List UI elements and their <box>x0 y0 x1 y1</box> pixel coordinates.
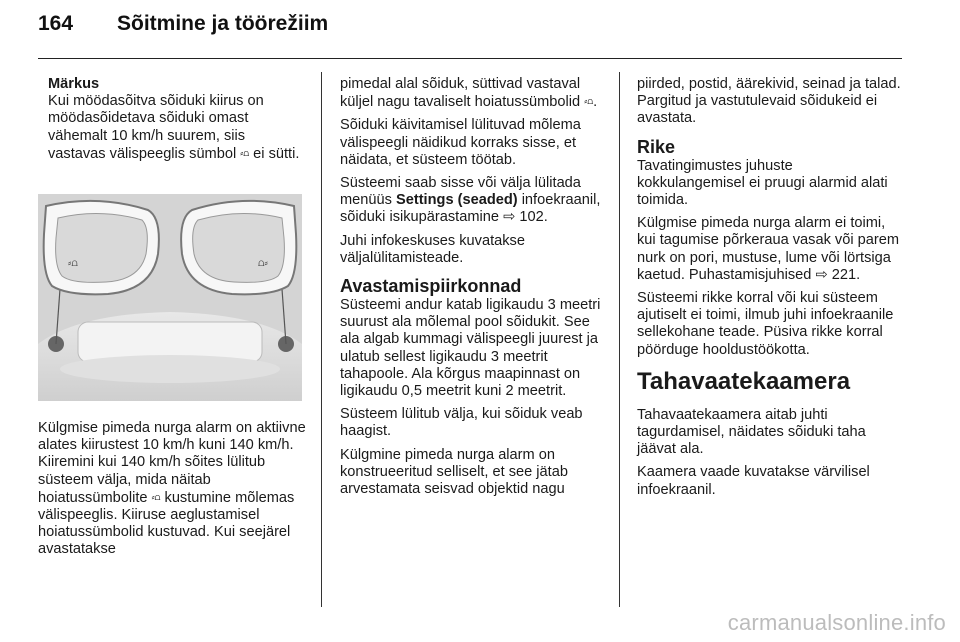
note-title: Märkus <box>48 76 100 92</box>
paragraph: Kaamera vaade kuvatakse värvilisel infoekraanil. <box>637 464 870 498</box>
svg-text:⸗⩍: ⸗⩍ <box>68 258 78 269</box>
paragraph: Süsteemi andur katab ligikaudu 3 meetri suurust ala mõlemal pool sõidukit. See ala algab kummagi välispeegli juurest ja ulatub sellest ligikaudu 3 meetrit tahapoole. Ala kõrgus maapinnast on ligikaudu 0,5 meetrit kuni 2 meetrit. <box>340 297 601 400</box>
paragraph <box>637 215 902 284</box>
column-divider-1 <box>321 72 322 607</box>
paragraph-text: Süsteemi saab sisse või välja lülitada menüüs <box>340 175 581 209</box>
paragraph-text: infoekraanil, sõiduki isikupärastamine <box>340 192 601 226</box>
left-mirror-illustration <box>44 201 159 294</box>
column-3 <box>637 76 902 505</box>
settings-menu-term: Settings (seaded) <box>395 192 518 209</box>
page-ref-arrow-icon: ⇨ <box>503 209 516 226</box>
note-text <box>48 93 306 163</box>
page-ref-arrow-icon: ⇨ <box>815 266 828 283</box>
note-text-part-2: ei sütti. <box>253 145 300 162</box>
paragraph-end: . <box>593 94 598 111</box>
header-rule <box>38 58 902 59</box>
mirror-figure <box>38 194 302 401</box>
body-text-part-1: Külgmise pimeda nurga alarm on aktiivne alates kiirustest 10 km/h kuni 140 km/h. Kiiremini kui 140 km/h sõites lülitub süsteem välja, mida näitab hoiatussümbolite <box>38 420 306 506</box>
blind-spot-warning-icon: ⸗⩍ <box>151 491 161 502</box>
column-2 <box>340 76 605 504</box>
paragraph: piirded, postid, äärekivid, seinad ja talad. Pargitud ja vastutulevaid sõidukeid ei avastata. <box>637 76 901 127</box>
paragraph: Juhi infokeskuses kuvatakse väljalülitamisteade. <box>340 232 525 266</box>
page-ref-link[interactable]: 102. <box>519 209 548 226</box>
paragraph: Tavatingimustes juhuste kokkulangemisel ei pruugi alarmid alati toimida. <box>637 157 888 209</box>
paragraph-text: Külgmise pimeda nurga alarm ei toimi, kui tagumise põrkeraua vasak või parem nurk on pori, mustuse, lume või lörtsiga kaetud. Puhastamisjuhised <box>637 215 900 283</box>
column-1 <box>48 76 306 169</box>
column-1-body <box>38 420 310 559</box>
watermark: carmanualsonline.info <box>727 610 946 635</box>
page-title: Sõitmine ja töörežiim <box>117 12 329 35</box>
paragraph: Süsteem lülitub välja, kui sõiduk veab haagist. <box>340 406 583 440</box>
svg-text:⩍⸗: ⩍⸗ <box>258 258 268 269</box>
blind-spot-warning-icon: ⸗⩍ <box>240 147 250 158</box>
page-number: 164 <box>38 12 74 35</box>
paragraph: Sõiduki käivitamisel lülituvad mõlema välispeegli näidikud korraks sisse, et näidata, et süsteem töötab. <box>340 117 581 168</box>
paragraph-text: pimedal alal sõiduk, süttivad vastaval küljel nagu tavaliselt hoiatussümbolid <box>340 76 581 111</box>
section-heading-fault: Rike <box>637 136 676 157</box>
column-divider-2 <box>619 72 620 607</box>
paragraph <box>340 76 605 111</box>
page-ref-link[interactable]: 221. <box>831 266 861 283</box>
blind-spot-warning-icon: ⸗⩍ <box>584 96 594 107</box>
paragraph: Süsteemi rikke korral või kui süsteem ajutiselt ei toimi, ilmub juhi infoekraanile sellekohane teade. Püsiva rikke korral pöörduge hooldustöökotta. <box>637 290 894 358</box>
section-heading-detection-zones: Avastamispiirkonnad <box>340 276 522 297</box>
body-text-part-2: kustumine mõlemas välispeeglis. Kiiruse aeglustamisel hoiatussümbolid kustuvad. Kui seejärel avastatakse <box>38 489 295 558</box>
paragraph <box>340 175 605 227</box>
right-mirror-illustration <box>181 201 296 294</box>
section-heading-rear-camera: Tahavaatekaamera <box>637 367 851 395</box>
note-text-part-1: Kui möödasõitva sõiduki kiirus on möödasõidetava sõiduki omast vähemalt 10 km/h suurem, siis vastavas välispeeglis sümbol <box>48 93 264 162</box>
paragraph: Tahavaatekaamera aitab juhti tagurdamisel, näidates sõiduki taha jäävat ala. <box>637 406 866 458</box>
paragraph: Külgmine pimeda nurga alarm on konstrueeritud selliselt, et see jätab arvestamata seisvad objektid nagu <box>340 446 568 498</box>
